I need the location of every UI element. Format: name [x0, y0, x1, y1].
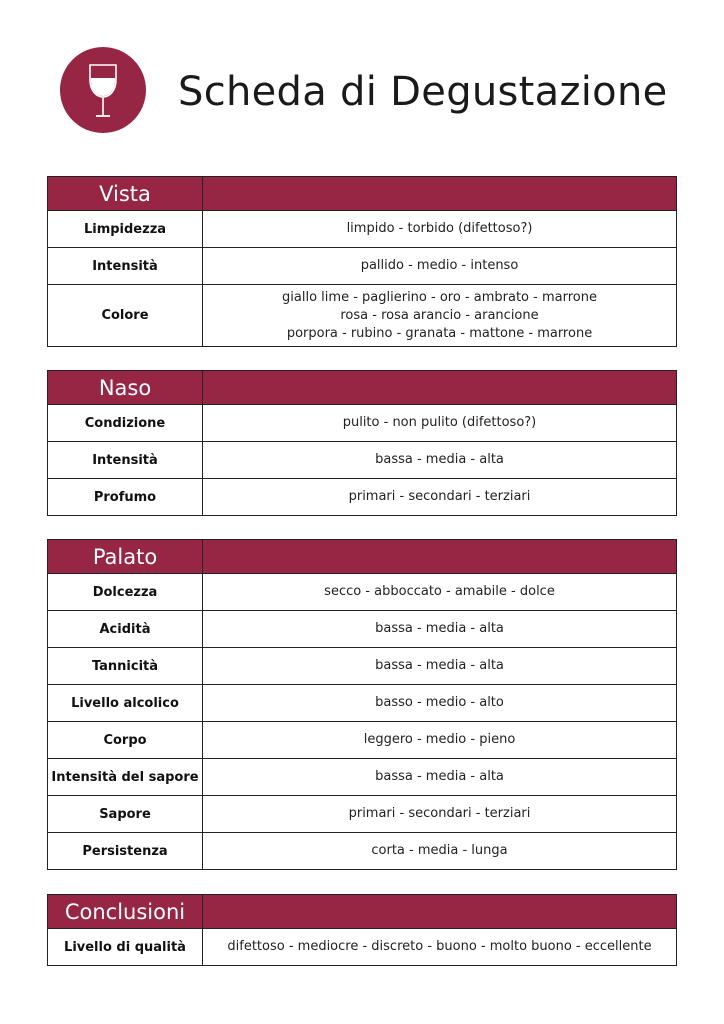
section-header [48, 177, 677, 211]
table-row [48, 611, 677, 648]
row-label: Intensità [48, 248, 203, 285]
section-conclusioni [47, 894, 677, 966]
table-row [48, 211, 677, 248]
row-value: bassa - media - alta [203, 611, 677, 648]
page-title: Scheda di Degustazione [178, 69, 668, 115]
table-row [48, 833, 677, 870]
row-value: primari - secondari - terziari [203, 796, 677, 833]
row-value: pulito - non pulito (difettoso?) [203, 405, 677, 442]
section-header-blank [203, 540, 677, 574]
row-label: Acidità [48, 611, 203, 648]
row-value: bassa - media - alta [203, 759, 677, 796]
row-label: Livello alcolico [48, 685, 203, 722]
row-label: Intensità [48, 442, 203, 479]
row-value: limpido - torbido (difettoso?) [203, 211, 677, 248]
color-line: rosa - rosa arancio - arancione [340, 307, 539, 323]
row-value: pallido - medio - intenso [203, 248, 677, 285]
row-value: corta - media - lunga [203, 833, 677, 870]
wine-glass-icon [60, 47, 146, 133]
page-header [0, 0, 724, 150]
row-label: Sapore [48, 796, 203, 833]
section-header-blank [203, 177, 677, 211]
color-line: giallo lime - paglierino - oro - ambrato - marrone [282, 289, 597, 305]
section-vista [47, 176, 677, 347]
section-header [48, 540, 677, 574]
table-row [48, 442, 677, 479]
table-row [48, 248, 677, 285]
row-value [203, 285, 677, 347]
row-label: Livello di qualità [48, 929, 203, 966]
row-label: Limpidezza [48, 211, 203, 248]
table-row [48, 796, 677, 833]
section-title: Palato [48, 540, 203, 574]
color-line: porpora - rubino - granata - mattone - marrone [286, 325, 593, 341]
row-value: leggero - medio - pieno [203, 722, 677, 759]
row-label: Dolcezza [48, 574, 203, 611]
section-title: Conclusioni [48, 895, 203, 929]
section-header [48, 371, 677, 405]
row-label: Corpo [48, 722, 203, 759]
row-label: Profumo [48, 479, 203, 516]
row-label: Tannicità [48, 648, 203, 685]
section-title: Naso [48, 371, 203, 405]
section-header [48, 895, 677, 929]
section-naso [47, 370, 677, 516]
row-value: difettoso - mediocre - discreto - buono - molto buono - eccellente [203, 929, 677, 966]
table-row [48, 405, 677, 442]
logo [60, 47, 146, 133]
row-value: secco - abboccato - amabile - dolce [203, 574, 677, 611]
table-row [48, 285, 677, 347]
row-value: basso - medio - alto [203, 685, 677, 722]
row-value: bassa - media - alta [203, 442, 677, 479]
row-label: Persistenza [48, 833, 203, 870]
table-row [48, 685, 677, 722]
row-label: Intensità del sapore [48, 759, 203, 796]
section-palato [47, 539, 677, 870]
section-header-blank [203, 371, 677, 405]
section-title: Vista [48, 177, 203, 211]
table-row [48, 648, 677, 685]
table-row [48, 574, 677, 611]
table-row [48, 929, 677, 966]
table-row [48, 722, 677, 759]
row-value: primari - secondari - terziari [203, 479, 677, 516]
row-value: bassa - media - alta [203, 648, 677, 685]
row-label: Colore [48, 285, 203, 347]
row-label: Condizione [48, 405, 203, 442]
section-header-blank [203, 895, 677, 929]
table-row [48, 759, 677, 796]
table-row [48, 479, 677, 516]
